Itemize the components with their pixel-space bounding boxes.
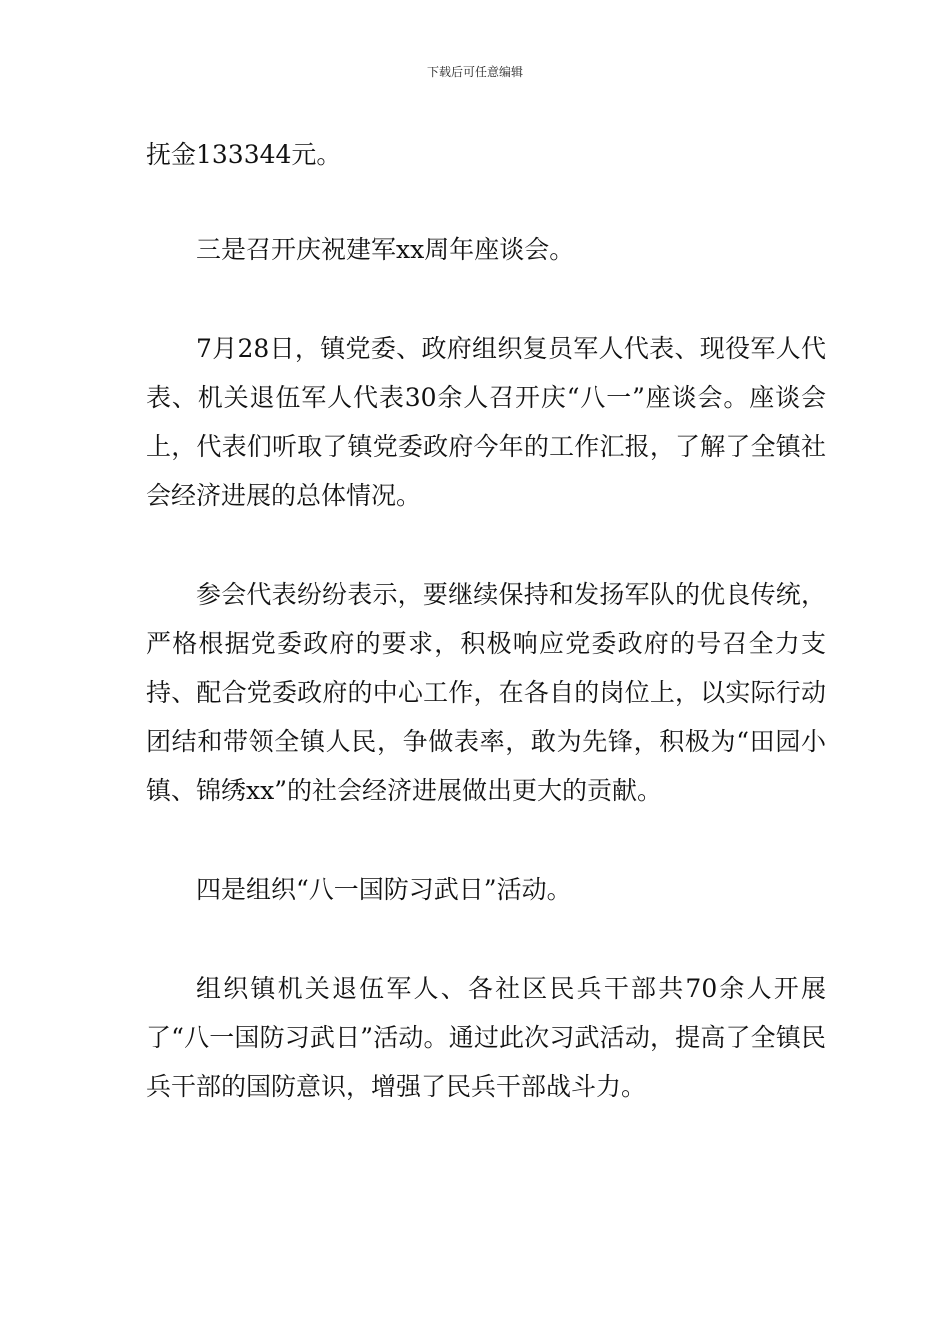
paragraph-heading-three: 三是召开庆祝建军xx周年座谈会。 [196,235,575,264]
paragraph-representatives: 参会代表纷纷表示，要继续保持和发扬军队的优良传统，严格根据党委政府的要求，积极响应党委政府的号召全力支持、配合党委政府的中心工作，在各自的岗位上，以实际行动团结和带领全镇人民，争做表率，敢为先锋，积极为“田园小镇、锦绣xx”的社会经济进展做出更大的贡献。 [146,580,826,805]
paragraph-heading-four: 四是组织“八一国防习武日”活动。 [196,875,572,904]
paragraph-symposium: 7月28日，镇党委、政府组织复员军人代表、现役军人代表、机关退伍军人代表30余人召开庆“八一”座谈会。座谈会上，代表们听取了镇党委政府今年的工作汇报，了解了全镇社会经济进展的总体情况。 [146,334,826,510]
document-body [146,130,826,1161]
page-header: 下载后可任意编辑 [426,65,523,79]
paragraph-continuation: 抚金133344元。 [146,140,342,169]
paragraph-drill-activity: 组织镇机关退伍军人、各社区民兵干部共70余人开展了“八一国防习武日”活动。通过此次习武活动，提高了全镇民兵干部的国防意识，增强了民兵干部战斗力。 [146,974,826,1101]
